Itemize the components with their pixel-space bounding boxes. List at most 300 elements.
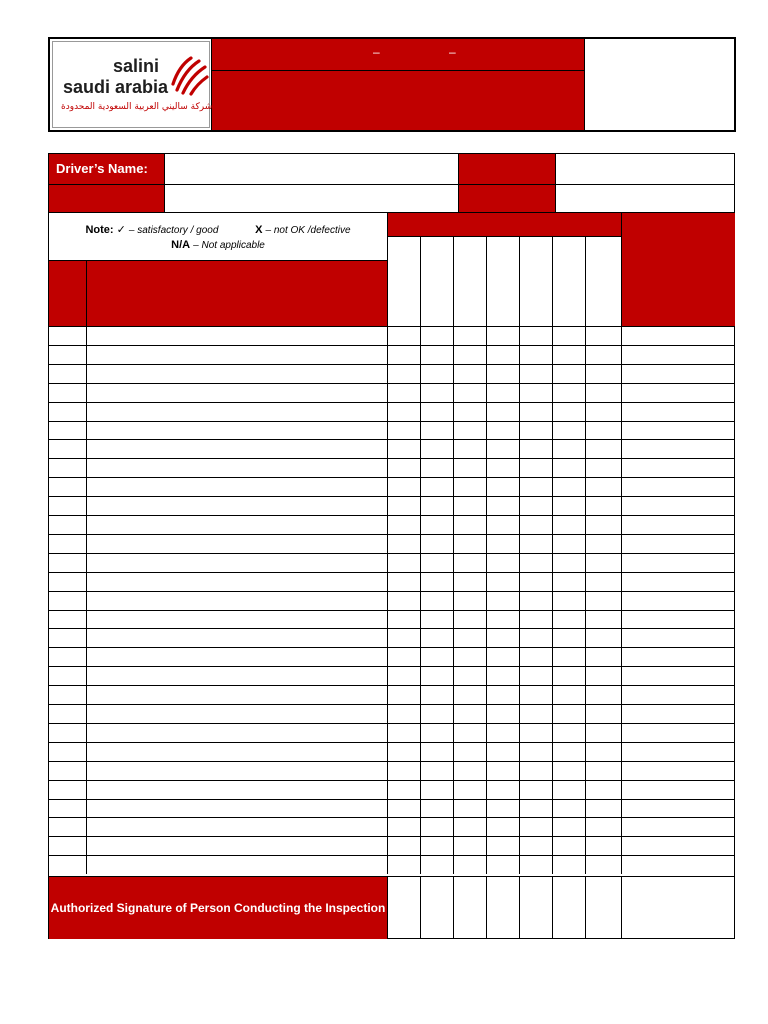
row-day-checkbox[interactable] [585, 326, 621, 345]
row-day-checkbox[interactable] [552, 439, 585, 458]
row-day-checkbox[interactable] [585, 761, 621, 780]
row-day-checkbox[interactable] [585, 817, 621, 836]
drivers-name-label-cell [49, 154, 164, 184]
row-remarks-cell[interactable] [621, 458, 735, 477]
row-number-cell [49, 458, 86, 477]
row-day-checkbox[interactable] [585, 572, 621, 591]
row-remarks-cell[interactable] [621, 704, 735, 723]
row-item-cell [86, 610, 387, 628]
row-day-checkbox[interactable] [387, 666, 420, 685]
row-day-checkbox[interactable] [552, 628, 585, 647]
header-subtitle-band [212, 71, 584, 130]
row-day-checkbox[interactable] [420, 572, 453, 591]
signature-day-field[interactable] [453, 876, 486, 939]
row-day-checkbox[interactable] [519, 458, 552, 477]
row-day-checkbox[interactable] [420, 591, 453, 610]
row-day-checkbox[interactable] [420, 496, 453, 515]
row-day-checkbox[interactable] [585, 704, 621, 723]
row-day-checkbox[interactable] [552, 553, 585, 572]
row-remarks-cell[interactable] [621, 647, 735, 666]
row-remarks-cell[interactable] [621, 780, 735, 799]
row-day-checkbox[interactable] [420, 421, 453, 439]
row-remarks-cell[interactable] [621, 742, 735, 761]
row-day-checkbox[interactable] [552, 496, 585, 515]
row-day-checkbox[interactable] [420, 647, 453, 666]
row-day-checkbox[interactable] [420, 402, 453, 421]
row-day-checkbox[interactable] [519, 572, 552, 591]
row-day-checkbox[interactable] [486, 326, 519, 345]
row-day-checkbox[interactable] [552, 534, 585, 553]
row-day-checkbox[interactable] [420, 742, 453, 761]
row-day-checkbox[interactable] [519, 761, 552, 780]
row-day-checkbox[interactable] [519, 326, 552, 345]
row-day-checkbox[interactable] [585, 477, 621, 496]
row-day-checkbox[interactable] [420, 723, 453, 742]
x-meaning: – not OK /defective [265, 225, 351, 236]
row-day-checkbox[interactable] [552, 780, 585, 799]
row-day-checkbox[interactable] [486, 647, 519, 666]
signature-day-field[interactable] [387, 876, 420, 939]
row-item-cell [86, 496, 387, 515]
row-day-checkbox[interactable] [453, 761, 486, 780]
row-day-checkbox[interactable] [486, 421, 519, 439]
row-day-checkbox[interactable] [486, 610, 519, 628]
row-day-checkbox[interactable] [519, 666, 552, 685]
row-day-checkbox[interactable] [585, 836, 621, 855]
row-day-checkbox[interactable] [519, 836, 552, 855]
header-dash: – [373, 45, 380, 59]
row-day-checkbox[interactable] [486, 439, 519, 458]
row-day-checkbox[interactable] [486, 515, 519, 534]
row-day-checkbox[interactable] [453, 496, 486, 515]
row-day-checkbox[interactable] [486, 666, 519, 685]
signature-day-field[interactable] [585, 876, 621, 939]
row-day-checkbox[interactable] [486, 553, 519, 572]
row-day-checkbox[interactable] [519, 553, 552, 572]
row-day-checkbox[interactable] [585, 383, 621, 402]
row-day-checkbox[interactable] [519, 685, 552, 704]
row-day-checkbox[interactable] [387, 836, 420, 855]
note-label: Note: [85, 224, 114, 236]
row-day-checkbox[interactable] [519, 610, 552, 628]
row-day-checkbox[interactable] [453, 799, 486, 817]
row-number-cell [49, 610, 86, 628]
row-day-checkbox[interactable] [552, 610, 585, 628]
row-day-checkbox[interactable] [387, 704, 420, 723]
info-value-field[interactable] [555, 154, 735, 184]
row-day-checkbox[interactable] [486, 742, 519, 761]
row-day-checkbox[interactable] [486, 402, 519, 421]
row-remarks-cell[interactable] [621, 628, 735, 647]
row-day-checkbox[interactable] [486, 761, 519, 780]
row-day-checkbox[interactable] [519, 421, 552, 439]
row-day-checkbox[interactable] [387, 458, 420, 477]
row-day-checkbox[interactable] [420, 477, 453, 496]
row-day-checkbox[interactable] [453, 345, 486, 364]
row-day-checkbox[interactable] [387, 742, 420, 761]
row-day-checkbox[interactable] [552, 704, 585, 723]
row-day-checkbox[interactable] [453, 572, 486, 591]
row-day-checkbox[interactable] [453, 610, 486, 628]
row-day-checkbox[interactable] [552, 383, 585, 402]
row-remarks-cell[interactable] [621, 591, 735, 610]
row-remarks-cell[interactable] [621, 345, 735, 364]
row-remarks-cell[interactable] [621, 855, 735, 874]
row-day-checkbox[interactable] [486, 572, 519, 591]
row-day-checkbox[interactable] [519, 345, 552, 364]
row-number-cell [49, 723, 86, 742]
row-day-checkbox[interactable] [585, 855, 621, 874]
row-day-checkbox[interactable] [486, 855, 519, 874]
row-day-checkbox[interactable] [552, 477, 585, 496]
row-day-checkbox[interactable] [420, 515, 453, 534]
row-day-checkbox[interactable] [585, 421, 621, 439]
row-day-checkbox[interactable] [387, 572, 420, 591]
row-item-cell [86, 855, 387, 874]
row-day-checkbox[interactable] [585, 666, 621, 685]
row-day-checkbox[interactable] [387, 817, 420, 836]
row-day-checkbox[interactable] [552, 742, 585, 761]
row-remarks-cell[interactable] [621, 326, 735, 345]
row-day-checkbox[interactable] [585, 534, 621, 553]
row-day-checkbox[interactable] [387, 647, 420, 666]
row-day-checkbox[interactable] [486, 836, 519, 855]
row-day-checkbox[interactable] [486, 817, 519, 836]
row-day-checkbox[interactable] [486, 364, 519, 383]
row-day-checkbox[interactable] [585, 628, 621, 647]
row-day-checkbox[interactable] [453, 458, 486, 477]
row-number-cell [49, 383, 86, 402]
row-day-checkbox[interactable] [420, 439, 453, 458]
drivers-name-field[interactable] [164, 154, 458, 184]
row-day-checkbox[interactable] [519, 591, 552, 610]
row-number-cell [49, 780, 86, 799]
row-day-checkbox[interactable] [519, 647, 552, 666]
row-day-checkbox[interactable] [420, 610, 453, 628]
row-number-cell [49, 817, 86, 836]
row-day-checkbox[interactable] [585, 591, 621, 610]
row-day-checkbox[interactable] [453, 553, 486, 572]
row-item-cell [86, 345, 387, 364]
row-day-checkbox[interactable] [420, 704, 453, 723]
row-day-checkbox[interactable] [552, 855, 585, 874]
row-item-cell [86, 383, 387, 402]
row-day-checkbox[interactable] [519, 534, 552, 553]
row-number-cell [49, 515, 86, 534]
row-day-checkbox[interactable] [486, 458, 519, 477]
row-day-checkbox[interactable] [387, 799, 420, 817]
row-remarks-cell[interactable] [621, 799, 735, 817]
row-day-checkbox[interactable] [453, 666, 486, 685]
row-day-checkbox[interactable] [387, 534, 420, 553]
row-day-checkbox[interactable] [552, 458, 585, 477]
row-day-checkbox[interactable] [420, 345, 453, 364]
row-day-checkbox[interactable] [453, 723, 486, 742]
row-day-checkbox[interactable] [387, 496, 420, 515]
row-remarks-cell[interactable] [621, 534, 735, 553]
row-day-checkbox[interactable] [585, 458, 621, 477]
row-day-checkbox[interactable] [387, 628, 420, 647]
row-day-checkbox[interactable] [420, 326, 453, 345]
row-item-cell [86, 326, 387, 345]
row-item-cell [86, 364, 387, 383]
row-day-checkbox[interactable] [420, 817, 453, 836]
row-day-checkbox[interactable] [585, 553, 621, 572]
row-day-checkbox[interactable] [519, 799, 552, 817]
row-day-checkbox[interactable] [552, 685, 585, 704]
row-day-checkbox[interactable] [585, 345, 621, 364]
row-day-checkbox[interactable] [519, 780, 552, 799]
row-day-checkbox[interactable] [486, 780, 519, 799]
row-number-cell [49, 591, 86, 610]
row-day-checkbox[interactable] [519, 515, 552, 534]
row-day-checkbox[interactable] [387, 591, 420, 610]
row-remarks-cell[interactable] [621, 761, 735, 780]
logo-arabic-name: شركة ساليني العربية السعودية المحدودة [61, 102, 213, 112]
row-day-checkbox[interactable] [552, 402, 585, 421]
row-remarks-cell[interactable] [621, 515, 735, 534]
row-item-cell [86, 402, 387, 421]
row-day-checkbox[interactable] [519, 723, 552, 742]
row-day-checkbox[interactable] [453, 685, 486, 704]
row-day-checkbox[interactable] [552, 817, 585, 836]
row-day-checkbox[interactable] [486, 723, 519, 742]
day-column-header [453, 236, 486, 326]
signature-day-field[interactable] [552, 876, 585, 939]
row-number-cell [49, 496, 86, 515]
row-item-cell [86, 591, 387, 610]
row-day-checkbox[interactable] [519, 496, 552, 515]
row-day-checkbox[interactable] [387, 383, 420, 402]
row-day-checkbox[interactable] [486, 704, 519, 723]
row-item-cell [86, 780, 387, 799]
row-day-checkbox[interactable] [420, 383, 453, 402]
row-day-checkbox[interactable] [453, 780, 486, 799]
row-day-checkbox[interactable] [387, 780, 420, 799]
row-day-checkbox[interactable] [453, 534, 486, 553]
info-value-field[interactable] [555, 184, 735, 212]
row-number-cell [49, 666, 86, 685]
row-day-checkbox[interactable] [486, 477, 519, 496]
row-day-checkbox[interactable] [486, 799, 519, 817]
row-number-cell [49, 402, 86, 421]
row-day-checkbox[interactable] [387, 553, 420, 572]
row-day-checkbox[interactable] [453, 326, 486, 345]
row-day-checkbox[interactable] [453, 836, 486, 855]
row-day-checkbox[interactable] [519, 477, 552, 496]
row-number-cell [49, 326, 86, 345]
row-remarks-cell[interactable] [621, 383, 735, 402]
document-header [48, 37, 736, 132]
row-day-checkbox[interactable] [453, 421, 486, 439]
row-day-checkbox[interactable] [453, 515, 486, 534]
day-column-header [486, 236, 519, 326]
row-day-checkbox[interactable] [420, 855, 453, 874]
row-day-checkbox[interactable] [552, 761, 585, 780]
row-remarks-cell[interactable] [621, 421, 735, 439]
row-day-checkbox[interactable] [552, 345, 585, 364]
row-day-checkbox[interactable] [519, 817, 552, 836]
row-item-cell [86, 836, 387, 855]
row-day-checkbox[interactable] [420, 553, 453, 572]
row-remarks-cell[interactable] [621, 685, 735, 704]
row-remarks-cell[interactable] [621, 439, 735, 458]
row-day-checkbox[interactable] [552, 326, 585, 345]
row-day-checkbox[interactable] [387, 326, 420, 345]
row-day-checkbox[interactable] [387, 477, 420, 496]
row-day-checkbox[interactable] [486, 628, 519, 647]
row-day-checkbox[interactable] [519, 704, 552, 723]
row-day-checkbox[interactable] [453, 628, 486, 647]
column-header-no [49, 260, 86, 326]
row-day-checkbox[interactable] [387, 515, 420, 534]
row-day-checkbox[interactable] [552, 666, 585, 685]
row-day-checkbox[interactable] [453, 817, 486, 836]
signature-day-field[interactable] [519, 876, 552, 939]
row-item-cell [86, 704, 387, 723]
row-day-checkbox[interactable] [486, 383, 519, 402]
row-day-checkbox[interactable] [420, 458, 453, 477]
row-day-checkbox[interactable] [519, 439, 552, 458]
row-day-checkbox[interactable] [552, 421, 585, 439]
row-day-checkbox[interactable] [420, 628, 453, 647]
row-day-checkbox[interactable] [519, 628, 552, 647]
row-day-checkbox[interactable] [387, 364, 420, 383]
row-remarks-cell[interactable] [621, 364, 735, 383]
row-remarks-cell[interactable] [621, 402, 735, 421]
signature-remarks-field[interactable] [621, 876, 735, 939]
row-item-cell [86, 742, 387, 761]
row-day-checkbox[interactable] [552, 799, 585, 817]
row-day-checkbox[interactable] [585, 402, 621, 421]
info-value-field[interactable] [164, 184, 458, 212]
row-day-checkbox[interactable] [420, 666, 453, 685]
row-day-checkbox[interactable] [486, 345, 519, 364]
signature-day-field[interactable] [486, 876, 519, 939]
row-day-checkbox[interactable] [552, 723, 585, 742]
row-day-checkbox[interactable] [420, 685, 453, 704]
column-header-remarks [621, 212, 735, 326]
row-remarks-cell[interactable] [621, 610, 735, 628]
row-day-checkbox[interactable] [519, 402, 552, 421]
column-header-item [86, 260, 387, 326]
row-day-checkbox[interactable] [387, 855, 420, 874]
row-item-cell [86, 458, 387, 477]
signature-day-field[interactable] [420, 876, 453, 939]
row-day-checkbox[interactable] [585, 439, 621, 458]
row-remarks-cell[interactable] [621, 477, 735, 496]
row-day-checkbox[interactable] [387, 610, 420, 628]
row-day-checkbox[interactable] [552, 515, 585, 534]
row-day-checkbox[interactable] [420, 799, 453, 817]
row-day-checkbox[interactable] [585, 496, 621, 515]
row-day-checkbox[interactable] [387, 439, 420, 458]
company-logo [52, 41, 213, 128]
row-day-checkbox[interactable] [453, 383, 486, 402]
row-item-cell [86, 553, 387, 572]
row-day-checkbox[interactable] [486, 534, 519, 553]
row-day-checkbox[interactable] [552, 572, 585, 591]
row-day-checkbox[interactable] [420, 534, 453, 553]
row-day-checkbox[interactable] [420, 364, 453, 383]
row-item-cell [86, 723, 387, 742]
row-day-checkbox[interactable] [519, 383, 552, 402]
row-day-checkbox[interactable] [585, 515, 621, 534]
row-remarks-cell[interactable] [621, 817, 735, 836]
row-day-checkbox[interactable] [486, 496, 519, 515]
row-day-checkbox[interactable] [486, 591, 519, 610]
row-day-checkbox[interactable] [387, 685, 420, 704]
row-remarks-cell[interactable] [621, 496, 735, 515]
row-day-checkbox[interactable] [519, 364, 552, 383]
row-day-checkbox[interactable] [585, 647, 621, 666]
row-remarks-cell[interactable] [621, 723, 735, 742]
row-day-checkbox[interactable] [453, 742, 486, 761]
row-day-checkbox[interactable] [387, 402, 420, 421]
row-remarks-cell[interactable] [621, 666, 735, 685]
row-day-checkbox[interactable] [453, 647, 486, 666]
row-day-checkbox[interactable] [387, 723, 420, 742]
column-header-days [387, 212, 621, 236]
row-day-checkbox[interactable] [486, 685, 519, 704]
row-day-checkbox[interactable] [387, 421, 420, 439]
row-day-checkbox[interactable] [585, 364, 621, 383]
row-day-checkbox[interactable] [420, 761, 453, 780]
row-day-checkbox[interactable] [519, 855, 552, 874]
row-number-cell [49, 855, 86, 874]
row-number-cell [49, 345, 86, 364]
row-day-checkbox[interactable] [453, 477, 486, 496]
row-day-checkbox[interactable] [453, 402, 486, 421]
row-day-checkbox[interactable] [453, 704, 486, 723]
row-day-checkbox[interactable] [552, 647, 585, 666]
row-day-checkbox[interactable] [585, 742, 621, 761]
row-day-checkbox[interactable] [420, 836, 453, 855]
row-day-checkbox[interactable] [453, 855, 486, 874]
row-number-cell [49, 704, 86, 723]
row-day-checkbox[interactable] [420, 780, 453, 799]
row-day-checkbox[interactable] [453, 364, 486, 383]
row-day-checkbox[interactable] [453, 591, 486, 610]
row-day-checkbox[interactable] [387, 345, 420, 364]
row-remarks-cell[interactable] [621, 553, 735, 572]
row-number-cell [49, 553, 86, 572]
row-day-checkbox[interactable] [387, 761, 420, 780]
check-meaning: – satisfactory / good [128, 225, 219, 236]
row-day-checkbox[interactable] [552, 836, 585, 855]
row-day-checkbox[interactable] [552, 364, 585, 383]
row-day-checkbox[interactable] [552, 591, 585, 610]
na-mark: N/A [171, 239, 191, 251]
row-day-checkbox[interactable] [585, 723, 621, 742]
row-day-checkbox[interactable] [585, 799, 621, 817]
row-remarks-cell[interactable] [621, 572, 735, 591]
row-day-checkbox[interactable] [585, 610, 621, 628]
row-remarks-cell[interactable] [621, 836, 735, 855]
row-day-checkbox[interactable] [585, 685, 621, 704]
day-column-header [387, 236, 420, 326]
row-day-checkbox[interactable] [453, 439, 486, 458]
row-day-checkbox[interactable] [585, 780, 621, 799]
row-number-cell [49, 647, 86, 666]
row-number-cell [49, 572, 86, 591]
row-number-cell [49, 685, 86, 704]
row-item-cell [86, 572, 387, 591]
row-day-checkbox[interactable] [519, 742, 552, 761]
row-item-cell [86, 515, 387, 534]
row-number-cell [49, 836, 86, 855]
info-label-cell [458, 154, 555, 184]
